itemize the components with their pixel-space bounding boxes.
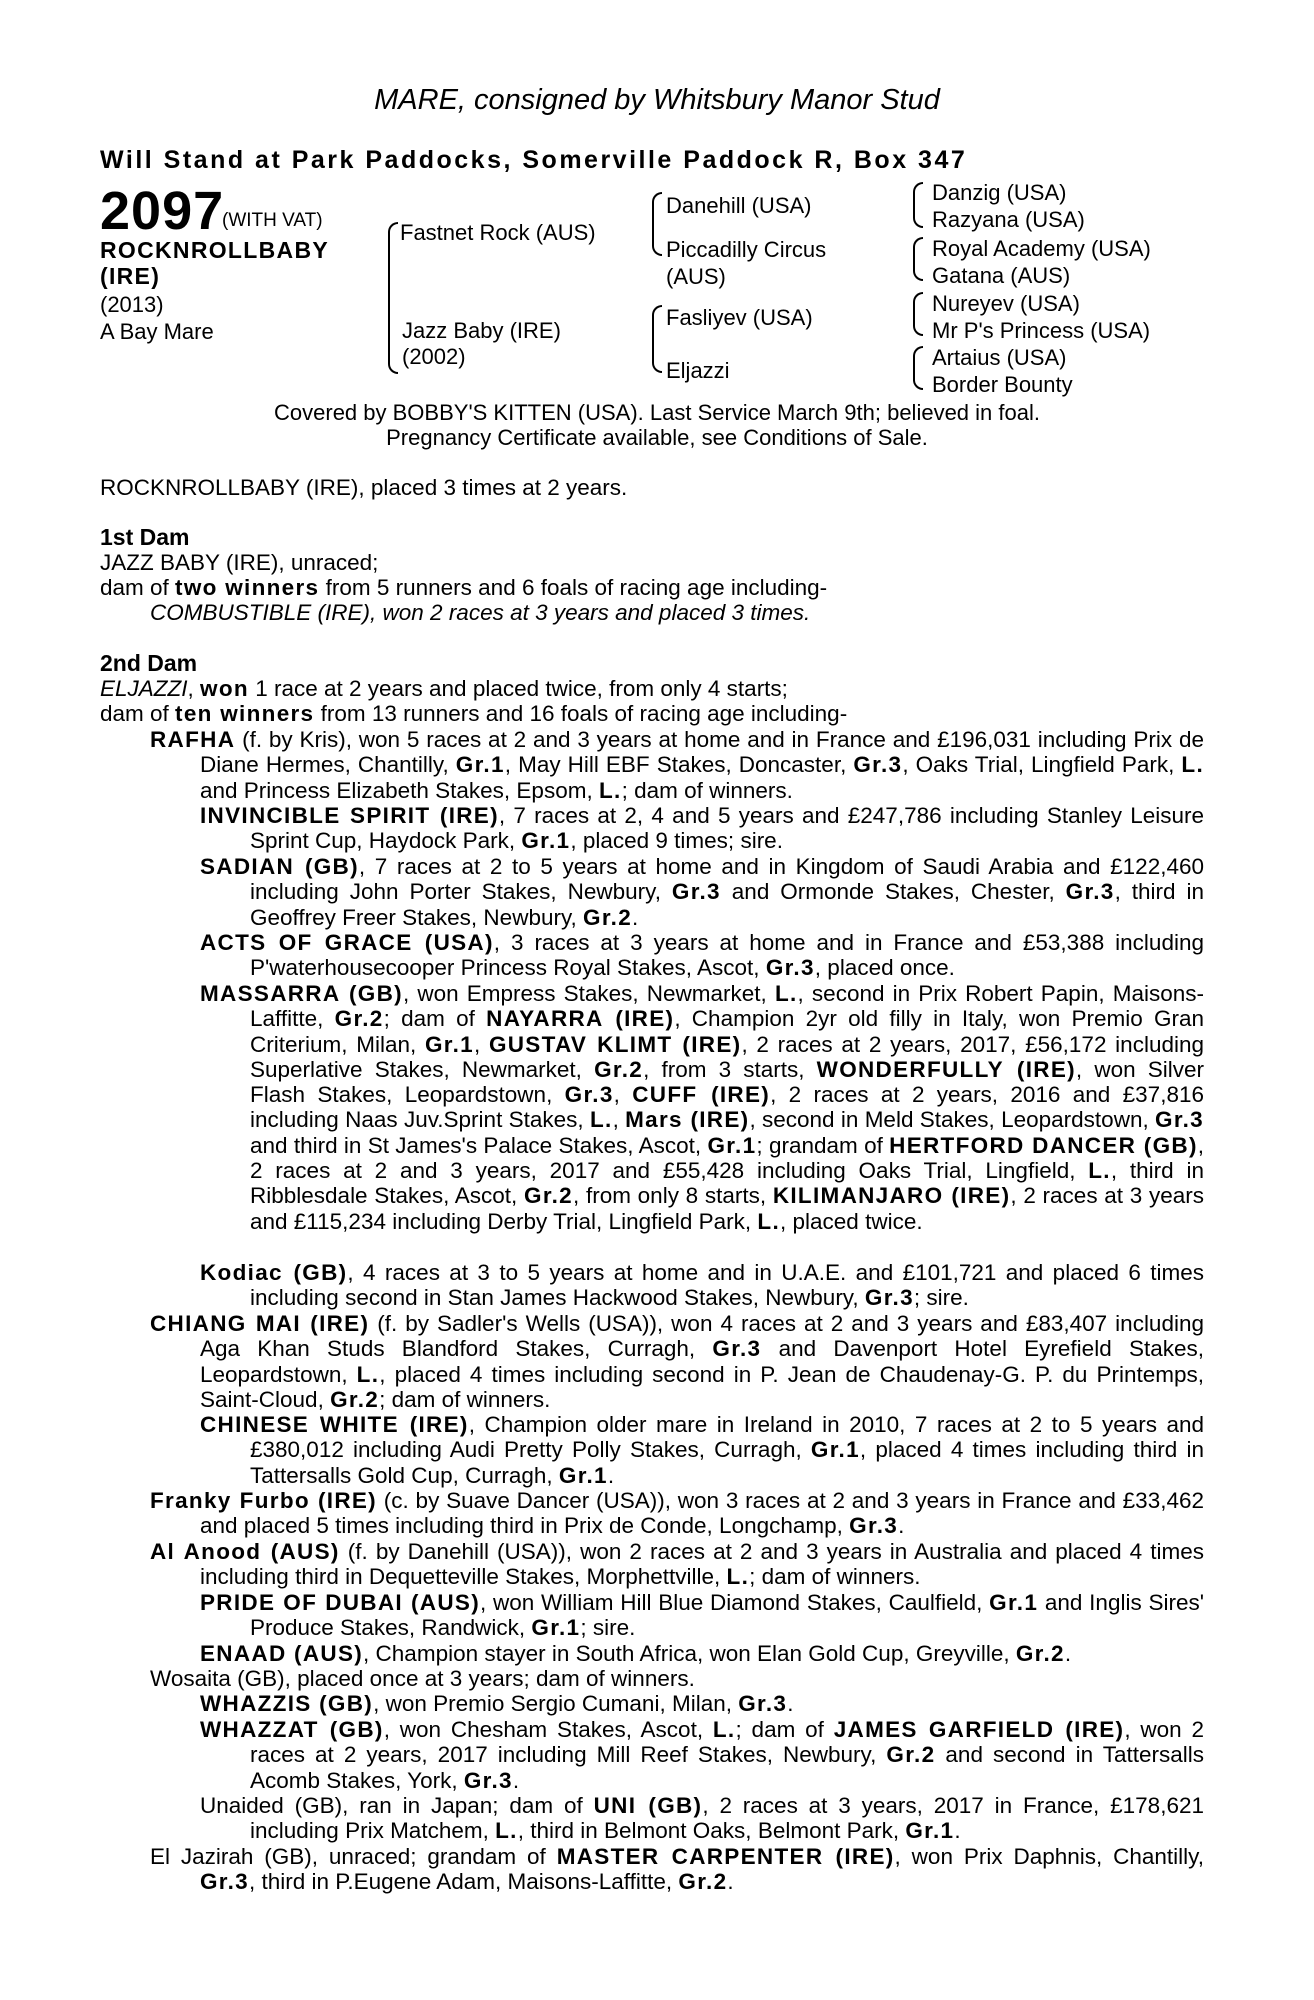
produce-invincible-spirit: INVINCIBLE SPIRIT (IRE), 7 races at 2, 4 and 5 years and £247,786 including Stanley Leisure Sprint Cup, Haydock Park, Gr.1, placed 9 times; sire. — [200, 803, 1204, 854]
pedigree-brace-main — [388, 222, 398, 374]
sire-sire: Danehill (USA) — [666, 193, 812, 218]
second-dam-line: ELJAZZI, won 1 race at 2 years and placed twice, from only 4 starts; — [100, 676, 788, 701]
lot-description: A Bay Mare — [100, 319, 214, 344]
pedigree-brace-sire — [652, 192, 662, 256]
produce-kodiac: Kodiac (GB), 4 races at 3 to 5 years at home and in U.A.E. and £101,721 and placed 6 times including second in Stan James Hackwood Stakes, Newbury, Gr.3; sire. — [200, 1260, 1204, 1311]
produce-wosaita: Wosaita (GB), placed once at 3 years; dam of winners. — [150, 1666, 695, 1691]
second-dam-heading: 2nd Dam — [100, 650, 198, 676]
first-dam-heading: 1st Dam — [100, 524, 190, 550]
dam-year: (2002) — [402, 344, 466, 369]
gg-4: Gatana (AUS) — [932, 263, 1071, 288]
dam-sire: Fasliyev (USA) — [666, 305, 813, 330]
produce-al-anood: Al Anood (AUS) (f. by Danehill (USA)), won 2 races at 2 and 3 years in Australia and placed 4 times including third in Dequetteville Stakes, Morphettville, L.; dam of winners. — [150, 1539, 1204, 1590]
lot-name: ROCKNROLLBABY — [100, 237, 329, 263]
gg-2: Razyana (USA) — [932, 207, 1085, 232]
gg-3: Royal Academy (USA) — [932, 236, 1151, 261]
pregnancy-note: Pregnancy Certificate available, see Conditions of Sale. — [386, 425, 928, 450]
pedigree-brace-g2 — [913, 237, 923, 281]
second-dam-produce: dam of ten winners from 13 runners and 16 foals of racing age including- — [100, 701, 848, 726]
first-dam-produce: dam of two winners from 5 runners and 6 foals of racing age including- — [100, 575, 828, 600]
lot-name-suffix: (IRE) — [100, 263, 161, 289]
produce-enaad: ENAAD (AUS), Champion stayer in South Africa, won Elan Gold Cup, Greyville, Gr.2. — [200, 1641, 1072, 1666]
produce-el-jazirah: El Jazirah (GB), unraced; grandam of MASTER CARPENTER (IRE), won Prix Daphnis, Chantilly, Gr.3, third in P.Eugene Adam, Maisons-Laffitte, Gr.2. — [150, 1844, 1205, 1895]
pedigree-brace-g4 — [913, 346, 923, 390]
produce-chinese-white: CHINESE WHITE (IRE), Champion older mare in Ireland in 2010, 7 races at 2 to 5 years and £380,012 including Audi Pretty Polly Stakes, Curragh, Gr.1, placed 4 times including third in Tattersalls Gold Cup, Curragh, Gr.1. — [200, 1412, 1205, 1488]
pedigree-brace-dam — [652, 305, 662, 373]
pedigree-brace-g1 — [913, 182, 923, 228]
lot-number: 2097 — [100, 181, 225, 241]
gg-8: Border Bounty — [932, 372, 1073, 397]
intro-line: ROCKNROLLBABY (IRE), placed 3 times at 2 years. — [100, 475, 628, 500]
produce-whazzat: WHAZZAT (GB), won Chesham Stakes, Ascot, L.; dam of JAMES GARFIELD (IRE), won 2 races at 2 years, 2017 including Mill Reef Stakes, Newbury, Gr.2 and second in Tattersalls Acomb Stakes, York, Gr.3. — [200, 1717, 1204, 1793]
page-title: MARE, consigned by Whitsbury Manor Stud — [374, 84, 940, 116]
produce-pride-of-dubai: PRIDE OF DUBAI (AUS), won William Hill Blue Diamond Stakes, Caulfield, Gr.1 and Inglis Sires' Produce Stakes, Randwick, Gr.1; sire. — [200, 1590, 1205, 1641]
produce-rafha: RAFHA (f. by Kris), won 5 races at 2 and 3 years at home and in France and £196,031 including Prix de Diane Hermes, Chantilly, Gr.1, May Hill EBF Stakes, Doncaster, Gr.3, Oaks Trial, Lingfield Park, L. and Princess Elizabeth Stakes, Epsom, L.; dam of winners. — [150, 727, 1205, 803]
sire: Fastnet Rock (AUS) — [400, 220, 596, 245]
produce-unaided: Unaided (GB), ran in Japan; dam of UNI (GB), 2 races at 3 years, 2017 in France, £178,621 including Prix Matchem, L., third in Belmont Oaks, Belmont Park, Gr.1. — [200, 1793, 1204, 1844]
first-dam-line: JAZZ BABY (IRE), unraced; — [100, 550, 379, 575]
first-dam-runner: COMBUSTIBLE (IRE), won 2 races at 3 years and placed 3 times. — [150, 600, 811, 625]
dam-dam: Eljazzi — [666, 358, 730, 383]
gg-1: Danzig (USA) — [932, 180, 1067, 205]
dam: Jazz Baby (IRE) — [402, 318, 561, 343]
produce-whazzis: WHAZZIS (GB), won Premio Sergio Cumani, Milan, Gr.3. — [200, 1691, 794, 1716]
pedigree-brace-g3 — [913, 292, 923, 336]
gg-7: Artaius (USA) — [932, 345, 1067, 370]
gg-6: Mr P's Princess (USA) — [932, 318, 1151, 343]
gg-5: Nureyev (USA) — [932, 291, 1080, 316]
sire-dam: Piccadilly Circus — [666, 237, 827, 262]
produce-chiang-mai: CHIANG MAI (IRE) (f. by Sadler's Wells (USA)), won 4 races at 2 and 3 years and £83,407 including Aga Khan Studs Blandford Stakes, Curragh, Gr.3 and Davenport Hotel Eyrefield Stakes, Leopardstown, L., placed 4 times including second in P. Jean de Chaudenay-G. P. du Printemps, Saint-Cloud, Gr.2; dam of winners. — [150, 1311, 1204, 1412]
produce-franky-furbo: Franky Furbo (IRE) (c. by Suave Dancer (USA)), won 3 races at 2 and 3 years in France and £33,462 and placed 5 times including third in Prix de Conde, Longchamp, Gr.3. — [150, 1488, 1204, 1539]
produce-sadian: SADIAN (GB), 7 races at 2 to 5 years at home and in Kingdom of Saudi Arabia and £122,460 including John Porter Stakes, Newbury, Gr.3 and Ormonde Stakes, Chester, Gr.3, third in Geoffrey Freer Stakes, Newbury, Gr.2. — [200, 854, 1204, 930]
covering-note: Covered by BOBBY'S KITTEN (USA). Last Service March 9th; believed in foal. — [274, 400, 1040, 425]
produce-massarra: MASSARRA (GB), won Empress Stakes, Newmarket, L., second in Prix Robert Papin, Maisons-Laffitte, Gr.2; dam of NAYARRA (IRE), Champion 2yr old filly in Italy, won Premio Gran Criterium, Milan, Gr.1, GUSTAV KLIMT (IRE), 2 races at 2 years, 2017, £56,172 including Superlative Stakes, Newmarket, Gr.2, from 3 starts, WONDERFULLY (IRE), won Silver Flash Stakes, Leopardstown, Gr.3, CUFF (IRE), 2 races at 2 years, 2016 and £37,816 including Naas Juv.Sprint Stakes, L., Mars (IRE), second in Meld Stakes, Leopardstown, Gr.3 and third in St James's Palace Stakes, Ascot, Gr.1; grandam of HERTFORD DANCER (GB), 2 races at 2 and 3 years, 2017 and £55,428 including Oaks Trial, Lingfield, L., third in Ribblesdale Stakes, Ascot, Gr.2, from only 8 starts, KILIMANJARO (IRE), 2 races at 3 years and £115,234 including Derby Trial, Lingfield Park, L., placed twice. — [200, 981, 1205, 1234]
produce-acts-of-grace: ACTS OF GRACE (USA), 3 races at 3 years at home and in France and £53,388 including P'waterhousecooper Princess Royal Stakes, Ascot, Gr.3, placed once. — [200, 930, 1204, 981]
lot-year: (2013) — [100, 292, 164, 317]
sire-dam-country: (AUS) — [666, 264, 726, 289]
vat-note: (WITH VAT) — [222, 210, 323, 231]
stand-location: Will Stand at Park Paddocks, Somerville Paddock R, Box 347 — [100, 146, 968, 174]
